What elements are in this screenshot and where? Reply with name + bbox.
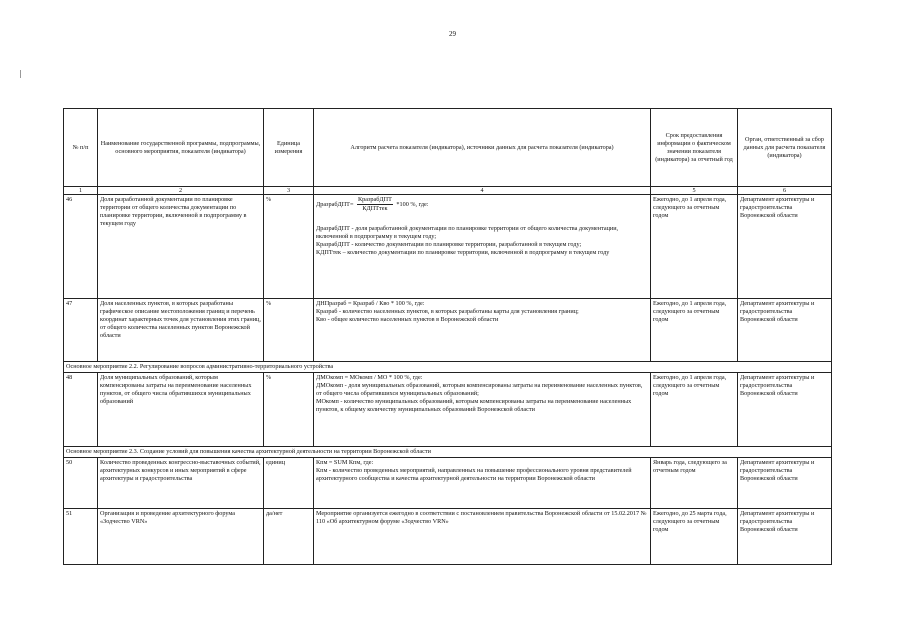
table-row xyxy=(64,509,832,565)
unit: да/нет xyxy=(264,509,314,565)
algorithm-line: ДразрабДПТ - доля разработанной документации по планировке территории от общего количества документации, включенной в подпрограмму в текущем году; xyxy=(316,225,619,240)
column-number-row xyxy=(64,187,832,195)
header-deadline: Срок предоставления информации о фактическом значении показателя (индикатора) за отчетный год xyxy=(651,109,738,187)
responsible-organ: Департамент архитектуры и градостроительства Воронежской области xyxy=(738,373,832,447)
table-row xyxy=(64,299,832,362)
algorithm-line: КразрабДПТ - количество документации по планировке территории, разработанной в текущем году; xyxy=(316,241,582,248)
deadline: Январь года, следующего за отчетным годом xyxy=(651,458,738,509)
table-row xyxy=(64,373,832,447)
formula-lhs: ДразрабДПТ= xyxy=(316,200,354,208)
deadline: Ежегодно, до 1 апреля года, следующего за отчетным годом xyxy=(651,373,738,447)
unit: % xyxy=(264,299,314,362)
unit: % xyxy=(264,195,314,299)
table-row xyxy=(64,458,832,509)
algorithm xyxy=(314,509,651,565)
algorithm xyxy=(314,299,651,362)
table-header-row xyxy=(64,109,832,187)
formula-fraction xyxy=(357,196,393,213)
row-number: 50 xyxy=(64,458,98,509)
algorithm-line: Кпм - количество проведенных мероприятий, направленных на повышение профессионального уровня представителей архитектурного сообщества и качества архитектурной деятельности на территории Воронежской области xyxy=(316,467,632,482)
unit: % xyxy=(264,373,314,447)
header-organ: Орган, ответственный за сбор данных для расчета показателя (индикатора) xyxy=(738,109,832,187)
deadline: Ежегодно, до 1 апреля года, следующего за отчетным годом xyxy=(651,195,738,299)
indicator-name: Доля муниципальных образований, которым компенсированы затраты на переименование населенных пунктов, от общего числа обратившихся муниципальных образований xyxy=(98,373,264,447)
responsible-organ: Департамент архитектуры и градостроительства Воронежской области xyxy=(738,509,832,565)
page-number: 29 xyxy=(449,30,456,38)
algorithm-line: ДНПразраб = Кразраб / Кво * 100 %, где: xyxy=(316,300,425,307)
row-number: 46 xyxy=(64,195,98,299)
indicators-table xyxy=(63,108,832,565)
col-number-1: 1 xyxy=(64,187,98,195)
indicator-name: Организация и проведение архитектурного форума «Зодчество VRN» xyxy=(98,509,264,565)
indicator-name: Доля населенных пунктов, в которых разработаны графическое описание местоположения границ и перечень координат характерных точек для установления этих границ, от общего количества населенных пунктов Воронежской области xyxy=(98,299,264,362)
algorithm-line: МОкомп - количество муниципальных образований, которым компенсированы затраты на переименование населенных пунктов, к общему количеству муниципальных образований Воронежской области xyxy=(316,398,632,413)
row-number: 48 xyxy=(64,373,98,447)
header-unit: Единица измерения xyxy=(264,109,314,187)
algorithm-line: КДПТтек – количество документации по планировке территории, включенной в подпрограмму в текущем году xyxy=(316,249,610,256)
row-number: 51 xyxy=(64,509,98,565)
algorithm-line: ДМОкомп = МОкомп / МО * 100 %, где: xyxy=(316,374,423,381)
formula-numerator: КразрабДПТ xyxy=(358,196,392,203)
section-title: Основное мероприятие 2.2. Регулирование вопросов административно-территориального устройства xyxy=(64,362,832,373)
indicator-name: Доля разработанной документации по планировке территории от общего количества документации по планировке территории, включенной в подпрограмму в текущем году xyxy=(98,195,264,299)
col-number-2: 2 xyxy=(98,187,264,195)
indicator-name: Количество проведенных конгрессно-выставочных событий, архитектурных конкурсов и иных мероприятий в сфере архитектуры и градостроительства xyxy=(98,458,264,509)
responsible-organ: Департамент архитектуры и градостроительства Воронежской области xyxy=(738,195,832,299)
algorithm xyxy=(314,458,651,509)
algorithm xyxy=(314,373,651,447)
algorithm-line: Кразраб - количество населенных пунктов, в которых разработаны карты для установления границ; xyxy=(316,308,579,315)
table-row xyxy=(64,195,832,299)
margin-mark xyxy=(20,70,21,78)
section-title: Основное мероприятие 2.3. Создание условий для повышения качества архитектурной деятельности на территории Воронежской области xyxy=(64,447,832,458)
algorithm-line: Кпм = SUM Кпм, где: xyxy=(316,459,374,466)
algorithm-line: Кво - общее количество населенных пунктов в Воронежской области xyxy=(316,316,499,323)
col-number-5: 5 xyxy=(651,187,738,195)
col-number-4: 4 xyxy=(314,187,651,195)
responsible-organ: Департамент архитектуры и градостроительства Воронежской области xyxy=(738,458,832,509)
formula-denominator: КДПТтек xyxy=(362,205,388,212)
algorithm-line: ДМОкомп - доля муниципальных образований, которым компенсированы затраты на переименование населенных пунктов, от общего числа обратившихся муниципальных образований; xyxy=(316,382,643,397)
formula xyxy=(316,196,648,213)
unit: единиц xyxy=(264,458,314,509)
header-num: № п/п xyxy=(64,109,98,187)
responsible-organ: Департамент архитектуры и градостроительства Воронежской области xyxy=(738,299,832,362)
section-row xyxy=(64,447,832,458)
row-number: 47 xyxy=(64,299,98,362)
header-name: Наименование государственной программы, подпрограммы, основного мероприятия, показателя (индикатора) xyxy=(98,109,264,187)
section-row xyxy=(64,362,832,373)
col-number-3: 3 xyxy=(264,187,314,195)
col-number-6: 6 xyxy=(738,187,832,195)
algorithm-line: Мероприятие организуется ежегодно в соответствии с постановлением правительства Воронежской области от 15.02.2017 № 110 «Об архитектурном форуме «Зодчество VRN» xyxy=(316,510,647,525)
formula-rhs: *100 %, где: xyxy=(396,200,429,208)
header-algorithm: Алгоритм расчета показателя (индикатора), источники данных для расчета показателя (индикатора) xyxy=(314,109,651,187)
deadline: Ежегодно, до 1 апреля года, следующего за отчетным годом xyxy=(651,299,738,362)
algorithm xyxy=(314,195,651,299)
deadline: Ежегодно, до 25 марта года, следующего за отчетным годом xyxy=(651,509,738,565)
